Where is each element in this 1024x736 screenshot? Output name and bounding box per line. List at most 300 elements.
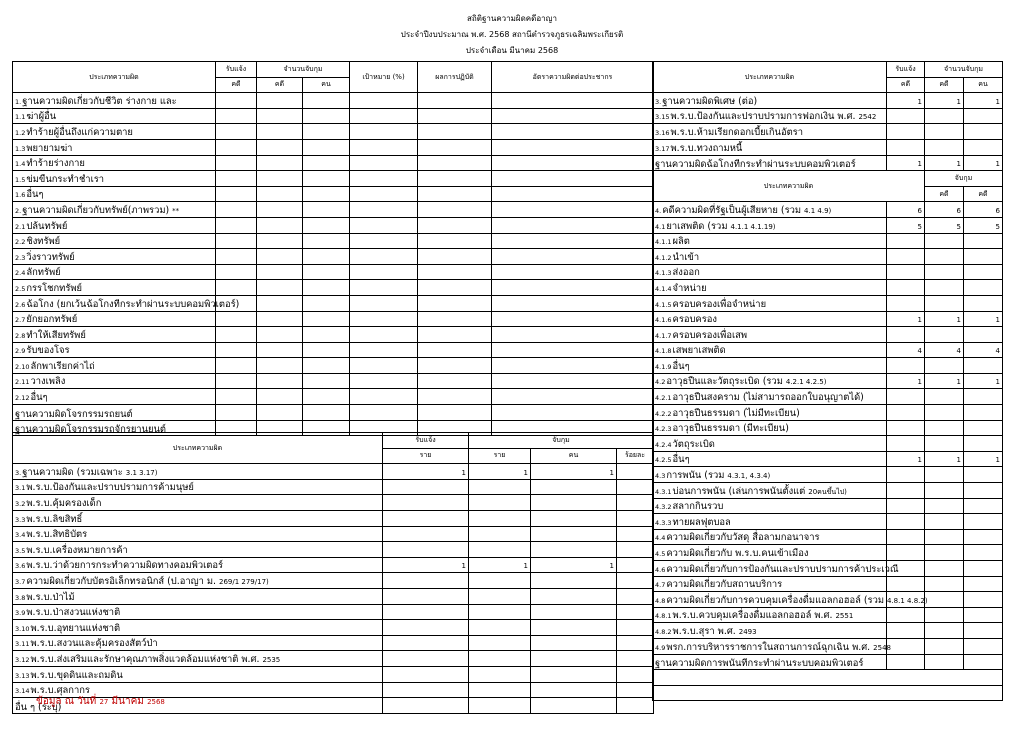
- reported-case: [216, 233, 257, 249]
- category-cell: [13, 604, 383, 620]
- arrested-case: [257, 217, 303, 233]
- empty-cell: [350, 327, 418, 343]
- arrested-person: 6: [964, 202, 1003, 218]
- item-name: พ.ร.บ.ศุลกากร: [30, 685, 90, 697]
- reported-item: [383, 526, 469, 542]
- item-name: เสพยาเสพติด: [672, 345, 726, 357]
- table-row: [653, 124, 1003, 140]
- item-code: 2.6: [15, 300, 26, 309]
- table-row: [653, 483, 1003, 499]
- arrested-percent: [617, 479, 654, 495]
- empty-cell: [492, 155, 654, 171]
- reported-case: [887, 483, 925, 499]
- table-row: [13, 358, 654, 374]
- table-row: [653, 623, 1003, 639]
- category-cell: [13, 295, 240, 311]
- item-name: วิ่งราวทรัพย์: [26, 251, 75, 263]
- empty-cell: [492, 264, 654, 280]
- arrested-case: [257, 405, 303, 421]
- item-code: 3.14: [15, 687, 30, 696]
- reported-case: [887, 233, 925, 249]
- arrested-percent: [617, 651, 654, 667]
- arrested-person: 1: [964, 155, 1003, 171]
- category-cell: [13, 233, 216, 249]
- reported-item: [383, 542, 469, 558]
- item-code: 4.: [655, 206, 662, 215]
- item-name: อื่นๆ: [672, 454, 690, 466]
- item-code: 4.1.2: [655, 253, 672, 262]
- empty-cell: [492, 280, 654, 296]
- item-code: 3.9: [15, 609, 26, 618]
- col-header-category: ประเภทความผิด: [653, 62, 887, 93]
- col-header-person: คน: [303, 77, 350, 93]
- table-row: [13, 573, 654, 589]
- empty-cell: [350, 186, 418, 202]
- empty-cell: [350, 280, 418, 296]
- empty-cell: [418, 124, 492, 140]
- arrested-person: 1: [531, 557, 617, 573]
- report-title: สถิติฐานความผิดคดีอาญา: [467, 14, 557, 23]
- item-name: ฐานความผิดฉ้อโกงทีกระทำผ่านระบบคอมพิวเตอร์: [655, 159, 856, 171]
- category-cell: [13, 526, 383, 542]
- arrested-percent: [617, 510, 654, 526]
- category-cell: [13, 327, 216, 343]
- item-code: 1.: [15, 97, 22, 106]
- arrested-percent: [617, 635, 654, 651]
- item-code: 4.2.3: [655, 425, 672, 434]
- table-row: [13, 264, 654, 280]
- arrested-person: [531, 542, 617, 558]
- item-note: 20คนขึ้นไป): [808, 487, 847, 496]
- reported-case: [887, 249, 925, 265]
- item-name: ความผิดเกี่ยวกับสถานบริการ: [666, 579, 783, 591]
- empty-cell: [492, 311, 654, 327]
- reported-case: [887, 405, 925, 421]
- arrested-person: [964, 529, 1003, 545]
- category-cell: [653, 93, 887, 109]
- item-name: อาวุธปืนและวัตถุระเบิด (รวม: [666, 376, 783, 388]
- table-row: [653, 514, 1003, 530]
- item-name: ทำร้ายร่างกาย: [26, 158, 85, 170]
- col-header-case: คดี: [925, 77, 964, 93]
- item-code: 2.11: [15, 378, 30, 387]
- arrested-case: [925, 124, 964, 140]
- arrested-item: [469, 635, 531, 651]
- item-code: 4.1.4: [655, 284, 672, 293]
- arrested-person: [303, 233, 350, 249]
- empty-cell: [418, 295, 492, 311]
- col-header-target: เป้าหมาย (%): [350, 62, 418, 93]
- category-cell: [13, 573, 383, 589]
- col-header-case: คดี: [216, 77, 257, 93]
- empty-cell: [492, 171, 654, 187]
- table-row: [13, 295, 654, 311]
- col-header-person: คน: [531, 448, 617, 464]
- arrested-item: [469, 698, 531, 714]
- arrested-case: [257, 171, 303, 187]
- table-row: [653, 405, 1003, 421]
- reported-case: 5: [887, 217, 925, 233]
- col-header-arrested-count: จำนวนจับกุม: [925, 62, 1003, 78]
- item-note: 4.1 4.9): [804, 206, 832, 215]
- reported-case: [887, 139, 925, 155]
- table-row: [13, 233, 654, 249]
- arrested-person: [303, 342, 350, 358]
- arrested-item: [469, 542, 531, 558]
- item-code: 3.4: [15, 531, 26, 540]
- arrested-case: [925, 436, 964, 452]
- item-code: 4.1.3: [655, 269, 672, 278]
- table-row: [653, 389, 1003, 405]
- category-cell: [13, 139, 216, 155]
- item-name: ทำร้ายผู้อื่นถึงแก่ความตาย: [26, 126, 133, 138]
- arrested-case: [257, 311, 303, 327]
- reported-case: [216, 327, 257, 343]
- item-name: ความผิดเกี่ยวกับ พ.ร.บ.คนเข้าเมือง: [666, 548, 809, 559]
- empty-cell: [350, 124, 418, 140]
- reported-case: [216, 389, 257, 405]
- item-code: 2.1: [15, 222, 26, 231]
- arrested-case: [257, 358, 303, 374]
- reported-case: [216, 139, 257, 155]
- item-name: ลักพาเรียกค่าไถ่: [30, 360, 95, 372]
- col-header-arrested-count: จำนวนจับกุม: [257, 62, 350, 78]
- arrested-person: [964, 576, 1003, 592]
- item-code: 2.5: [15, 284, 26, 293]
- arrested-person: [964, 249, 1003, 265]
- table-row: [13, 651, 654, 667]
- item-note: 2551: [835, 612, 854, 621]
- table-row: [13, 311, 654, 327]
- category-cell: [653, 436, 887, 452]
- arrested-item: 1: [469, 557, 531, 573]
- footer-year: 2568: [147, 698, 165, 706]
- arrested-person: [531, 651, 617, 667]
- item-code: 3.6: [15, 562, 26, 571]
- empty-cell: [350, 373, 418, 389]
- table-row: [653, 638, 1003, 654]
- item-name: ฐานความผิดพิเศษ (ต่อ): [662, 95, 758, 107]
- item-code: 2.12: [15, 394, 30, 403]
- footer-month: มีนาคม: [111, 696, 144, 707]
- category-cell: [13, 155, 216, 171]
- col-header-reported: รับแจ้ง: [887, 62, 925, 78]
- table-row: [653, 451, 1003, 467]
- category-cell: [13, 280, 216, 296]
- category-cell: [13, 588, 383, 604]
- item-code: 2.8: [15, 331, 26, 340]
- reported-case: [216, 280, 257, 296]
- arrested-person: 1: [531, 464, 617, 480]
- item-code: 4.1.8: [655, 347, 672, 356]
- item-code: 4.1.5: [655, 300, 672, 309]
- arrested-case: [257, 295, 303, 311]
- item-name: ฆ่าผู้อื่น: [26, 111, 57, 123]
- arrested-case: [257, 249, 303, 265]
- arrested-case: 1: [925, 311, 964, 327]
- reported-case: [887, 389, 925, 405]
- item-code: 4.8.1: [655, 612, 672, 621]
- arrested-case: 1: [925, 373, 964, 389]
- item-name: ฐานความผิดโจรกรรมรถจักรยานยนต์: [15, 424, 166, 436]
- item-code: 4.1.7: [655, 331, 672, 340]
- reported-case: 1: [887, 93, 925, 109]
- reported-item: [383, 651, 469, 667]
- category-cell: [13, 108, 216, 124]
- arrested-case: [257, 389, 303, 405]
- item-name: ข่มขืนกระทำชำเรา: [26, 173, 105, 185]
- arrested-person: [531, 479, 617, 495]
- arrested-item: [469, 604, 531, 620]
- item-name: คดีความผิดที่รัฐเป็นผู้เสียหาย (รวม: [662, 204, 802, 216]
- item-name: ความผิดเกี่ยวกับการควบคุมเครื่องดื่มแอลกอฮอล์ (รวม: [666, 594, 885, 606]
- arrested-case: [925, 654, 964, 670]
- col-header-category: ประเภทความผิด: [13, 433, 383, 464]
- table-row: [653, 436, 1003, 452]
- arrested-person: [303, 327, 350, 343]
- table-row: [653, 685, 1003, 701]
- arrested-person: [531, 495, 617, 511]
- item-name: รับของโจร: [26, 345, 70, 357]
- arrested-case: [925, 545, 964, 561]
- item-name: อาวุธปืนสงคราม (ไม่สามารถออกใบอนุญาตได้): [672, 392, 864, 404]
- empty-cell: [350, 342, 418, 358]
- reported-case: 4: [887, 342, 925, 358]
- category-cell: [653, 264, 887, 280]
- empty-cell: [492, 342, 654, 358]
- reported-item: [383, 666, 469, 682]
- arrested-person: [964, 139, 1003, 155]
- reported-case: [887, 545, 925, 561]
- empty-cell: [350, 139, 418, 155]
- empty-cell: [350, 108, 418, 124]
- arrested-person: [303, 124, 350, 140]
- item-name: ฐานความผิดเกี่ยวกับชีวิต ร่างกาย และ: [22, 95, 177, 107]
- empty-cell: [492, 405, 654, 421]
- reported-case: [216, 93, 257, 109]
- item-name: พ.ร.บ.ห้ามเรียกดอกเบี้ยเกินอัตรา: [670, 126, 803, 138]
- empty-cell: [492, 124, 654, 140]
- reported-case: [216, 124, 257, 140]
- category-cell: [653, 451, 887, 467]
- arrested-person: [964, 327, 1003, 343]
- arrested-person: [303, 373, 350, 389]
- table-row: [13, 373, 654, 389]
- table-row: [653, 327, 1003, 343]
- empty-cell: [492, 389, 654, 405]
- item-name: ทำให้เสียทรัพย์: [26, 329, 86, 341]
- table-row: [13, 620, 654, 636]
- item-name: วัตถุระเบิด: [672, 438, 715, 450]
- table-row: [13, 171, 654, 187]
- col-header-percent: ร้อยละ: [617, 448, 654, 464]
- arrested-person: [531, 573, 617, 589]
- arrested-person: [303, 280, 350, 296]
- category-cell: [653, 202, 887, 218]
- category-cell: [653, 529, 887, 545]
- item-code: 1.1: [15, 113, 26, 122]
- empty-cell: [350, 358, 418, 374]
- category-cell: [653, 654, 887, 670]
- empty-cell: [418, 311, 492, 327]
- arrested-person: [303, 108, 350, 124]
- empty-cell: [492, 327, 654, 343]
- empty-cell: [418, 186, 492, 202]
- reported-item: [383, 682, 469, 698]
- item-code: 3.: [15, 468, 22, 477]
- table-row: [653, 607, 1003, 623]
- item-code: 3.3: [15, 515, 26, 524]
- arrested-person: [531, 620, 617, 636]
- arrested-case: [925, 249, 964, 265]
- arrested-person: [964, 638, 1003, 654]
- arrested-case: 1: [925, 451, 964, 467]
- item-name: อื่นๆ: [672, 360, 690, 372]
- table-row: [13, 124, 654, 140]
- category-cell: [13, 249, 216, 265]
- arrested-item: [469, 620, 531, 636]
- reported-case: [216, 217, 257, 233]
- item-code: 4.7: [655, 581, 666, 590]
- arrested-person: [964, 654, 1003, 670]
- arrested-case: [257, 233, 303, 249]
- arrested-percent: [617, 557, 654, 573]
- arrested-person: [964, 295, 1003, 311]
- reported-case: [887, 280, 925, 296]
- category-cell: [653, 623, 887, 639]
- report-subtitle: ประจำปีงบประมาณ พ.ศ. 2568 สถานีตำรวจภูธรเฉลิมพระเกียรติ: [400, 30, 624, 39]
- arrested-person: [964, 233, 1003, 249]
- table-row: [13, 108, 654, 124]
- empty-cell: [350, 155, 418, 171]
- arrested-percent: [617, 526, 654, 542]
- arrested-percent: [617, 573, 654, 589]
- arrested-case: [257, 264, 303, 280]
- table-row: [653, 529, 1003, 545]
- reported-case: [887, 420, 925, 436]
- table-row: [13, 604, 654, 620]
- category-cell: [653, 311, 887, 327]
- item-name: ครอบครอง: [672, 314, 717, 326]
- empty-cell: [492, 233, 654, 249]
- reported-case: 1: [887, 451, 925, 467]
- empty-cell: [350, 233, 418, 249]
- report-period: ประจำเดือน มีนาคม 2568: [465, 46, 559, 55]
- table-row: [653, 373, 1003, 389]
- table-row: [13, 186, 654, 202]
- item-code: 4.3: [655, 472, 666, 481]
- item-code: 3.17: [655, 144, 670, 153]
- item-note: 4.2.1 4.2.5): [785, 378, 827, 387]
- item-code: 3.8: [15, 593, 26, 602]
- empty-cell: [418, 327, 492, 343]
- col-header-category: ประเภทความผิด: [653, 171, 925, 202]
- arrested-case: [925, 108, 964, 124]
- arrested-percent: [617, 620, 654, 636]
- category-cell: [653, 342, 887, 358]
- reported-case: [887, 327, 925, 343]
- arrested-person: [964, 436, 1003, 452]
- item-code: 2.9: [15, 347, 26, 356]
- arrested-person: [531, 635, 617, 651]
- category-cell: [653, 389, 887, 405]
- empty-cell: [418, 342, 492, 358]
- item-name: ปล้นทรัพย์: [26, 220, 68, 232]
- category-cell: [13, 635, 383, 651]
- col-header-case: คดี: [964, 186, 1003, 202]
- item-name: พ.ร.บ.ทวงถามหนี้: [670, 142, 743, 154]
- table-row: [653, 171, 1003, 187]
- item-name: พ.ร.บ.ว่าด้วยการกระทำความผิดทางคอมพิวเตอร์: [26, 560, 224, 572]
- table-row: [653, 561, 1003, 577]
- table-row: [13, 389, 654, 405]
- table-row: [653, 576, 1003, 592]
- arrested-case: [257, 327, 303, 343]
- category-cell: [653, 405, 887, 421]
- item-code: 4.3.3: [655, 518, 672, 527]
- arrested-person: [964, 545, 1003, 561]
- arrested-item: 1: [469, 464, 531, 480]
- footer-label: ข้อมูล ณ วันที่: [36, 696, 97, 707]
- item-code: 4.9: [655, 643, 666, 652]
- arrested-person: [303, 311, 350, 327]
- col-header-person: คน: [964, 77, 1003, 93]
- reported-item: [383, 510, 469, 526]
- item-name: พ.ร.บ.คุ้มครองเด็ก: [26, 497, 102, 509]
- arrested-case: [925, 233, 964, 249]
- arrested-case: [925, 467, 964, 483]
- item-code: 1.2: [15, 128, 26, 137]
- table-row: [653, 93, 1003, 109]
- category-cell: [653, 295, 887, 311]
- table-row: [13, 249, 654, 265]
- item-code: 3.16: [655, 128, 670, 137]
- category-cell: [13, 264, 216, 280]
- arrested-item: [469, 526, 531, 542]
- arrested-person: 1: [964, 451, 1003, 467]
- category-cell: [653, 561, 899, 577]
- empty-cell: [418, 202, 492, 218]
- category-cell: [13, 479, 383, 495]
- table-row: [653, 108, 1003, 124]
- item-name: กรรโชกทรัพย์: [26, 282, 83, 294]
- table-row: [13, 526, 654, 542]
- item-name: ยาเสพติด (รวม: [666, 220, 728, 232]
- item-name: พ.ร.บ.ป้องกันและปราบปรามการค้ามนุษย์: [26, 482, 194, 494]
- item-name: ยักยอกทรัพย์: [26, 314, 78, 326]
- col-header-arrested: จับกุม: [925, 171, 1003, 187]
- arrested-person: [531, 526, 617, 542]
- table-row: [13, 510, 654, 526]
- category-cell: [13, 171, 216, 187]
- category-cell: [653, 249, 887, 265]
- arrested-case: [925, 295, 964, 311]
- table-row: [653, 654, 1003, 670]
- item-name: ชิงทรัพย์: [26, 236, 61, 248]
- empty-cell: [350, 311, 418, 327]
- col-header-category: ประเภทความผิด: [13, 62, 216, 93]
- item-name: พรก.การบริหารราชการในสถานการณ์ฉุกเฉิน พ.ศ.: [666, 641, 871, 653]
- reported-case: [887, 576, 925, 592]
- category-cell: [653, 467, 887, 483]
- arrested-item: [469, 510, 531, 526]
- empty-cell: [350, 202, 418, 218]
- arrested-person: [303, 295, 350, 311]
- category-cell: [13, 373, 216, 389]
- arrested-case: 1: [925, 155, 964, 171]
- arrested-case: [925, 607, 964, 623]
- category-cell: [653, 638, 891, 654]
